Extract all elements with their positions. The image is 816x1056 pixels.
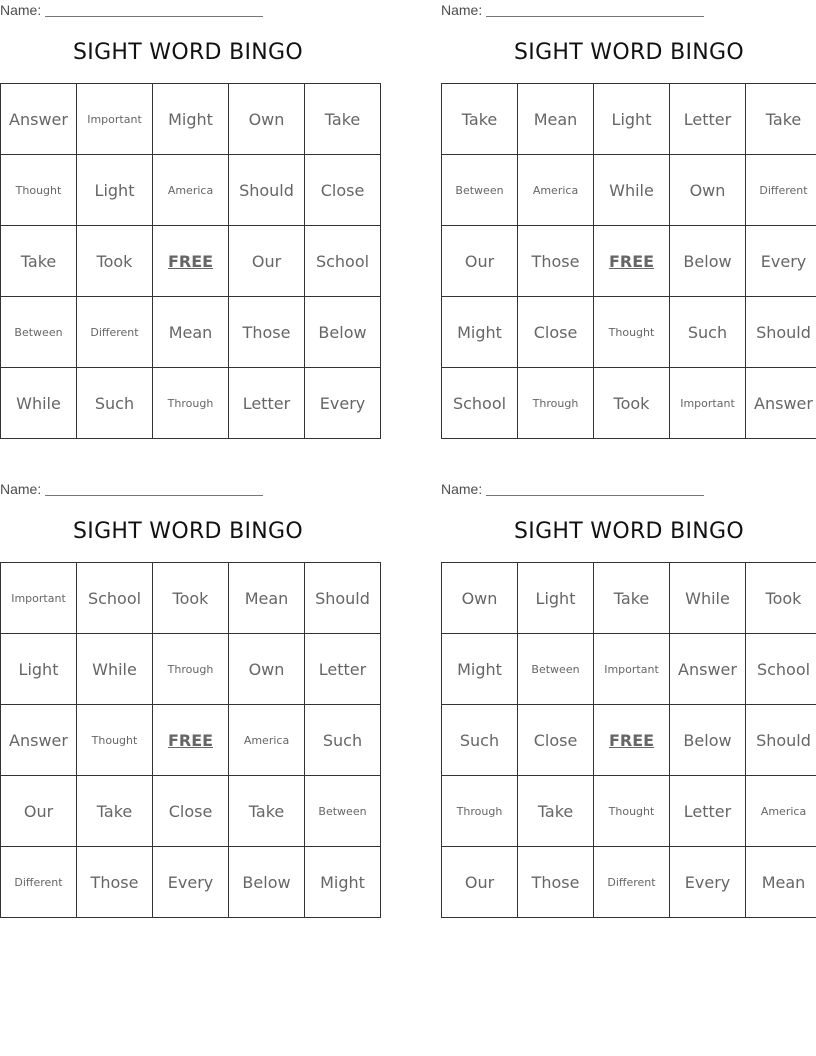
bingo-cell: Every: [670, 847, 746, 918]
bingo-cell: Take: [1, 226, 77, 297]
grid-row: [1, 155, 381, 226]
bingo-cell: While: [670, 563, 746, 634]
name-underline: [486, 495, 704, 496]
grid-row: [1, 634, 381, 705]
grid-row: [1, 226, 381, 297]
bingo-cell: Those: [77, 847, 153, 918]
grid-row: [1, 847, 381, 918]
bingo-cell: Might: [153, 84, 229, 155]
bingo-cell: America: [153, 155, 229, 226]
bingo-cell: Take: [229, 776, 305, 847]
free-space-cell: FREE: [153, 705, 229, 776]
grid-row: [1, 563, 381, 634]
bingo-cell: Below: [305, 297, 381, 368]
bingo-cell: Letter: [229, 368, 305, 439]
bingo-cell: Those: [518, 226, 594, 297]
bingo-cell: Light: [594, 84, 670, 155]
bingo-cell: Those: [518, 847, 594, 918]
grid-row: [442, 776, 816, 847]
bingo-cell: Thought: [594, 297, 670, 368]
bingo-grid: [441, 83, 816, 439]
bingo-card-3: [0, 479, 376, 915]
bingo-cell: Thought: [594, 776, 670, 847]
bingo-cell: Take: [518, 776, 594, 847]
bingo-cell: Every: [746, 226, 816, 297]
bingo-cell: Should: [746, 297, 816, 368]
bingo-cell: Such: [442, 705, 518, 776]
bingo-cell: Close: [518, 297, 594, 368]
grid-row: [442, 84, 816, 155]
bingo-cell: Take: [305, 84, 381, 155]
bingo-cell: Should: [229, 155, 305, 226]
bingo-cell: America: [518, 155, 594, 226]
bingo-cell: Take: [442, 84, 518, 155]
bingo-cell: Those: [229, 297, 305, 368]
name-underline: [486, 16, 704, 17]
bingo-cell: Might: [442, 634, 518, 705]
bingo-cell: Might: [305, 847, 381, 918]
bingo-cell: Below: [670, 226, 746, 297]
grid-row: [442, 705, 816, 776]
bingo-cell: Took: [746, 563, 816, 634]
bingo-cell: Our: [229, 226, 305, 297]
bingo-cell: Such: [670, 297, 746, 368]
bingo-cell: Different: [594, 847, 670, 918]
bingo-cell: Close: [518, 705, 594, 776]
bingo-cell: Different: [1, 847, 77, 918]
bingo-cell: Through: [442, 776, 518, 847]
bingo-cell: Between: [1, 297, 77, 368]
card-title: SIGHT WORD BINGO: [514, 40, 744, 65]
bingo-cell: America: [229, 705, 305, 776]
bingo-cell: Close: [153, 776, 229, 847]
bingo-card-1: [0, 0, 376, 436]
bingo-cell: Mean: [518, 84, 594, 155]
bingo-cell: Took: [153, 563, 229, 634]
bingo-cell: Mean: [153, 297, 229, 368]
bingo-cell: Answer: [1, 84, 77, 155]
bingo-cell: Took: [77, 226, 153, 297]
bingo-cell: Between: [518, 634, 594, 705]
bingo-cell: Answer: [670, 634, 746, 705]
bingo-cell: Different: [746, 155, 816, 226]
name-field[interactable]: [0, 481, 263, 497]
bingo-cell: Light: [1, 634, 77, 705]
bingo-cell: Letter: [670, 776, 746, 847]
bingo-cell: Below: [670, 705, 746, 776]
bingo-cell: Thought: [77, 705, 153, 776]
grid-row: [1, 705, 381, 776]
card-title: SIGHT WORD BINGO: [514, 519, 744, 544]
bingo-cell: Every: [153, 847, 229, 918]
bingo-cell: Important: [1, 563, 77, 634]
bingo-cell: School: [442, 368, 518, 439]
bingo-cell: Own: [229, 634, 305, 705]
bingo-cell: Thought: [1, 155, 77, 226]
grid-row: [442, 847, 816, 918]
bingo-cell: Every: [305, 368, 381, 439]
grid-row: [442, 563, 816, 634]
bingo-cell: Take: [77, 776, 153, 847]
bingo-cell: Own: [229, 84, 305, 155]
bingo-cell: Should: [746, 705, 816, 776]
bingo-card-2: [441, 0, 816, 436]
free-space-cell: FREE: [153, 226, 229, 297]
grid-row: [1, 776, 381, 847]
bingo-cell: Through: [153, 634, 229, 705]
bingo-cell: Took: [594, 368, 670, 439]
bingo-cell: Light: [77, 155, 153, 226]
card-title: SIGHT WORD BINGO: [73, 40, 303, 65]
bingo-cell: School: [77, 563, 153, 634]
name-field[interactable]: [441, 2, 704, 18]
bingo-cell: Our: [442, 226, 518, 297]
free-space-cell: FREE: [594, 705, 670, 776]
bingo-grid: [0, 83, 381, 439]
bingo-cell: Below: [229, 847, 305, 918]
bingo-cell: Answer: [746, 368, 816, 439]
bingo-cell: School: [746, 634, 816, 705]
name-underline: [45, 16, 263, 17]
bingo-cell: America: [746, 776, 816, 847]
bingo-cell: Between: [305, 776, 381, 847]
bingo-grid: [441, 562, 816, 918]
name-label: Name:: [441, 481, 483, 497]
grid-row: [442, 155, 816, 226]
bingo-cell: School: [305, 226, 381, 297]
bingo-cell: While: [594, 155, 670, 226]
bingo-cell: Take: [746, 84, 816, 155]
grid-row: [442, 226, 816, 297]
grid-row: [442, 297, 816, 368]
bingo-cell: Should: [305, 563, 381, 634]
bingo-cell: Such: [305, 705, 381, 776]
bingo-cell: Answer: [1, 705, 77, 776]
bingo-cell: Our: [442, 847, 518, 918]
bingo-cell: Through: [153, 368, 229, 439]
bingo-grid: [0, 562, 381, 918]
bingo-cell: Mean: [746, 847, 816, 918]
bingo-cell: Through: [518, 368, 594, 439]
free-space-cell: FREE: [594, 226, 670, 297]
name-label: Name:: [0, 2, 42, 18]
name-label: Name:: [441, 2, 483, 18]
bingo-cell: Important: [594, 634, 670, 705]
grid-row: [442, 634, 816, 705]
bingo-cell: Important: [670, 368, 746, 439]
bingo-cell: Letter: [670, 84, 746, 155]
bingo-cell: Such: [77, 368, 153, 439]
bingo-cell: Letter: [305, 634, 381, 705]
bingo-cell: Between: [442, 155, 518, 226]
bingo-cell: Take: [594, 563, 670, 634]
card-title: SIGHT WORD BINGO: [73, 519, 303, 544]
bingo-cell: While: [1, 368, 77, 439]
grid-row: [442, 368, 816, 439]
name-label: Name:: [0, 481, 42, 497]
bingo-cell: Mean: [229, 563, 305, 634]
bingo-cell: Own: [670, 155, 746, 226]
name-field[interactable]: [0, 2, 263, 18]
bingo-cell: Our: [1, 776, 77, 847]
name-field[interactable]: [441, 481, 704, 497]
bingo-card-4: [441, 479, 816, 915]
bingo-cell: Important: [77, 84, 153, 155]
grid-row: [1, 297, 381, 368]
name-underline: [45, 495, 263, 496]
bingo-cell: Different: [77, 297, 153, 368]
grid-row: [1, 84, 381, 155]
bingo-cell: Close: [305, 155, 381, 226]
bingo-cell: Light: [518, 563, 594, 634]
bingo-cell: While: [77, 634, 153, 705]
bingo-cell: Own: [442, 563, 518, 634]
bingo-cell: Might: [442, 297, 518, 368]
grid-row: [1, 368, 381, 439]
